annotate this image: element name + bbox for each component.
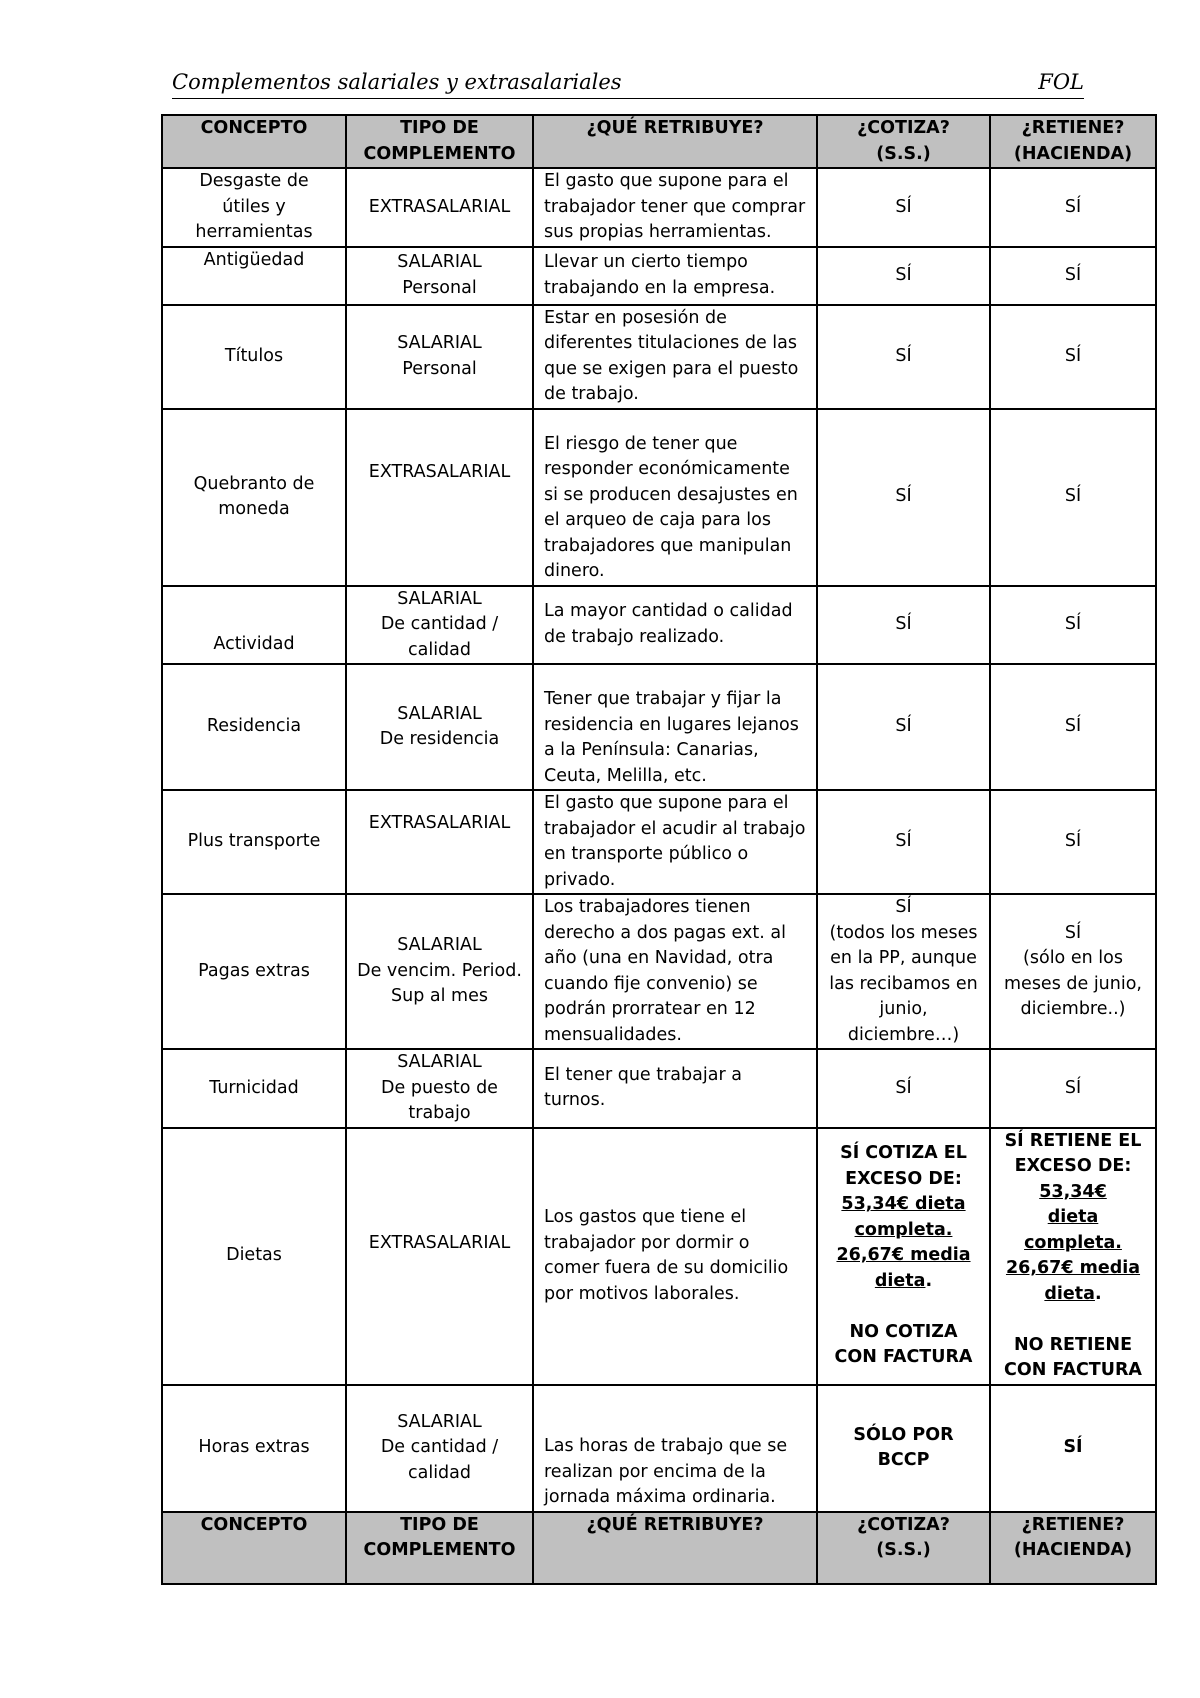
cell-type: SALARIAL Personal [346, 305, 533, 409]
table-row [162, 247, 1156, 305]
table-row [162, 1128, 1156, 1385]
cell-type: SALARIAL Personal [346, 247, 533, 305]
cell-desc: El gasto que supone para el trabajador el acudir al trabajo en transporte público o privado. [533, 790, 817, 894]
cell-concept: Dietas [162, 1128, 346, 1385]
cell-concept: Actividad [162, 586, 346, 665]
cell-type: SALARIAL De puesto de trabajo [346, 1049, 533, 1128]
header-retiene: ¿RETIENE? (HACIENDA) [990, 115, 1156, 168]
table-row [162, 409, 1156, 586]
footer-desc: ¿QUÉ RETRIBUYE? [533, 1512, 817, 1584]
cell-retiene: SÍ [990, 305, 1156, 409]
cell-cotiza: SÓLO POR BCCP [817, 1385, 990, 1512]
cell-type: SALARIAL De cantidad / calidad [346, 586, 533, 665]
cell-cotiza: SÍ [817, 168, 990, 247]
cell-cotiza: SÍ [817, 247, 990, 305]
cell-cotiza: SÍ [817, 1049, 990, 1128]
cell-type: SALARIAL De cantidad / calidad [346, 1385, 533, 1512]
cell-retiene: SÍ [990, 586, 1156, 665]
cell-type: EXTRASALARIAL [346, 409, 533, 586]
header-concept: CONCEPTO [162, 115, 346, 168]
cell-retiene: SÍ [990, 168, 1156, 247]
footer-type: TIPO DE COMPLEMENTO [346, 1512, 533, 1584]
cell-type: EXTRASALARIAL [346, 790, 533, 894]
table-header-row [162, 115, 1156, 168]
cell-cotiza: SÍ COTIZA EL EXCESO DE: 53,34€ dieta completa. 26,67€ media dieta. NO COTIZA CON FACTURA [817, 1128, 990, 1385]
subject-label: FOL [1038, 70, 1084, 94]
cell-retiene: SÍ (sólo en los meses de junio, diciembre..) [990, 894, 1156, 1049]
cell-desc: El tener que trabajar a turnos. [533, 1049, 817, 1128]
cell-desc: Las horas de trabajo que se realizan por encima de la jornada máxima ordinaria. [533, 1385, 817, 1512]
cell-desc: El riesgo de tener que responder económicamente si se producen desajustes en el arqueo de caja para los trabajadores que manipulan dinero. [533, 409, 817, 586]
footer-cotiza: ¿COTIZA? (S.S.) [817, 1512, 990, 1584]
cell-retiene: SÍ [990, 247, 1156, 305]
table-row [162, 790, 1156, 894]
complements-table [161, 114, 1157, 1585]
cell-desc: La mayor cantidad o calidad de trabajo realizado. [533, 586, 817, 665]
footer-retiene: ¿RETIENE? (HACIENDA) [990, 1512, 1156, 1584]
cell-retiene: SÍ [990, 790, 1156, 894]
table-footer-row [162, 1512, 1156, 1584]
cell-type: SALARIAL De vencim. Period. Sup al mes [346, 894, 533, 1049]
cell-cotiza: SÍ [817, 664, 990, 790]
cell-type: SALARIAL De residencia [346, 664, 533, 790]
table-row [162, 1049, 1156, 1128]
cell-cotiza: SÍ (todos los meses en la PP, aunque las recibamos en junio, diciembre…) [817, 894, 990, 1049]
cell-concept: Antigüedad [162, 247, 346, 305]
cell-concept: Residencia [162, 664, 346, 790]
cell-concept: Plus transporte [162, 790, 346, 894]
cell-cotiza: SÍ [817, 586, 990, 665]
document-title: Complementos salariales y extrasalariales [172, 70, 622, 94]
header-type: TIPO DE COMPLEMENTO [346, 115, 533, 168]
cell-concept: Horas extras [162, 1385, 346, 1512]
cell-desc: El gasto que supone para el trabajador tener que comprar sus propias herramientas. [533, 168, 817, 247]
header-desc: ¿QUÉ RETRIBUYE? [533, 115, 817, 168]
cell-desc: Los gastos que tiene el trabajador por dormir o comer fuera de su domicilio por motivos laborales. [533, 1128, 817, 1385]
cell-desc: Los trabajadores tienen derecho a dos pagas ext. al año (una en Navidad, otra cuando fije convenio) se podrán prorratear en 12 mensualidades. [533, 894, 817, 1049]
cell-retiene: SÍ RETIENE EL EXCESO DE: 53,34€ dieta completa. 26,67€ media dieta. NO RETIENE CON FACTURA [990, 1128, 1156, 1385]
table-row [162, 168, 1156, 247]
cell-desc: Tener que trabajar y fijar la residencia en lugares lejanos a la Península: Canarias, Ceuta, Melilla, etc. [533, 664, 817, 790]
cell-retiene: SÍ [990, 1385, 1156, 1512]
cell-desc: Llevar un cierto tiempo trabajando en la empresa. [533, 247, 817, 305]
cell-type: EXTRASALARIAL [346, 168, 533, 247]
table-row [162, 1385, 1156, 1512]
cell-concept: Quebranto de moneda [162, 409, 346, 586]
cell-concept: Desgaste de útiles y herramientas [162, 168, 346, 247]
table-row [162, 586, 1156, 665]
cell-concept: Turnicidad [162, 1049, 346, 1128]
cell-retiene: SÍ [990, 1049, 1156, 1128]
page-header [172, 70, 1084, 99]
cell-cotiza: SÍ [817, 409, 990, 586]
cell-concept: Títulos [162, 305, 346, 409]
cell-cotiza: SÍ [817, 790, 990, 894]
footer-concept: CONCEPTO [162, 1512, 346, 1584]
table-row [162, 305, 1156, 409]
table-row [162, 894, 1156, 1049]
cell-concept: Pagas extras [162, 894, 346, 1049]
cell-desc: Estar en posesión de diferentes titulaciones de las que se exigen para el puesto de trabajo. [533, 305, 817, 409]
cell-retiene: SÍ [990, 664, 1156, 790]
header-cotiza: ¿COTIZA? (S.S.) [817, 115, 990, 168]
cell-cotiza: SÍ [817, 305, 990, 409]
table-row [162, 664, 1156, 790]
cell-type: EXTRASALARIAL [346, 1128, 533, 1385]
cell-retiene: SÍ [990, 409, 1156, 586]
